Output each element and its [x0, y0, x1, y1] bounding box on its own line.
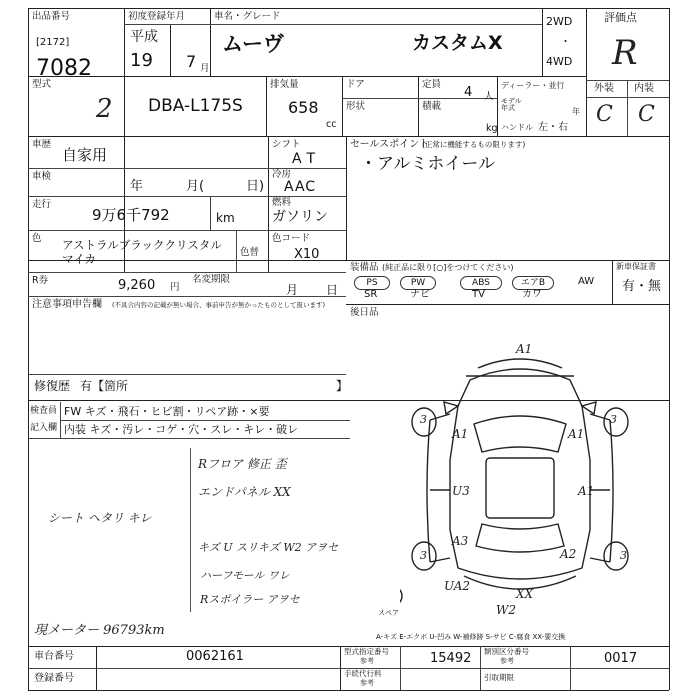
- score-value: R: [612, 33, 638, 73]
- equipment-navi: ナビ: [410, 289, 430, 300]
- sales-point-item: ・アルミホイール: [360, 154, 495, 174]
- lot-mark: 2: [96, 94, 113, 124]
- equipment-aw: AW: [578, 276, 595, 287]
- interior-label: 内装: [634, 83, 654, 94]
- damage-legend: A-キズ E-エクボ U-凹み W-補修跡 S-サビ C-腐食 XX-要交換: [376, 633, 566, 641]
- notes-label: 注意事項申告欄: [32, 299, 102, 310]
- mark-wheel-fr: 3: [610, 413, 617, 426]
- mark-wheel-fl: 3: [420, 413, 427, 426]
- mileage-unit: km: [216, 211, 235, 225]
- equipment-ps: PS: [354, 276, 390, 290]
- type-designation-sub: 参考: [360, 657, 374, 665]
- repair-bracket: 】: [336, 379, 349, 393]
- sales-points-label: セールスポイント: [350, 139, 430, 150]
- first-reg-month-unit: 月: [200, 63, 210, 74]
- load-unit: kg: [486, 123, 498, 134]
- interior-score: C: [638, 102, 655, 127]
- color-label: 色: [32, 233, 42, 244]
- category-sub: 参考: [500, 657, 514, 665]
- lot-code: [2172]: [36, 37, 70, 48]
- reg-deadline-day: 日: [326, 283, 339, 297]
- first-reg-label: 初度登録年月: [128, 11, 186, 22]
- recycle-value: 9,260: [118, 278, 156, 293]
- load-label: 積載: [422, 101, 442, 112]
- handle-value: 左・右: [538, 122, 568, 133]
- after-label: 後日品: [350, 307, 379, 318]
- equipment-tv: TV: [472, 289, 485, 300]
- capacity-label: 定員: [422, 79, 442, 90]
- fuel-label: 燃料: [272, 197, 292, 208]
- inspection-month: 月(: [186, 179, 205, 194]
- hand-note-5: Rスポイラー アヲセ: [200, 593, 300, 606]
- reg-deadline-month: 月: [286, 283, 299, 297]
- pickup-label: 引取期限: [484, 673, 514, 682]
- first-reg-month: 7: [186, 52, 197, 71]
- mark-rear-left-corner: UA2: [444, 579, 471, 593]
- color-change-label: 色替: [240, 247, 260, 258]
- mark-wheel-rr: 3: [620, 549, 627, 562]
- mark-rear-lower: W2: [496, 603, 516, 617]
- reg-deadline-label: 名変期限: [192, 274, 231, 285]
- model-year-unit: 年: [572, 107, 580, 116]
- mark-hood-right: A1: [568, 427, 585, 441]
- spare-label: スペア: [378, 609, 399, 617]
- mark-left-door: U3: [452, 484, 470, 498]
- registration-label: 登録番号: [34, 673, 74, 684]
- inspection-year: 年: [130, 179, 144, 194]
- model-value: DBA-L175S: [148, 96, 243, 116]
- warranty-label: 新車保証書: [616, 262, 656, 271]
- model-year-label: モデル 年式: [501, 97, 522, 112]
- inspector-label-2: 記入欄: [30, 423, 58, 433]
- equipment-sr: SR: [364, 289, 378, 300]
- procedure-label: 手続代行料: [344, 669, 382, 678]
- displacement-label: 排気量: [270, 79, 299, 90]
- mileage-label: 走行: [32, 199, 52, 210]
- hand-seat-note: シート ヘタリ キレ: [48, 511, 152, 525]
- aircon-label: 冷房: [272, 169, 292, 180]
- usage-value: 自家用: [62, 146, 108, 164]
- mark-wheel-rl: 3: [420, 549, 427, 562]
- score-label: 評価点: [604, 11, 637, 24]
- hand-bracket-line: [190, 448, 191, 612]
- repair-value: 有【箇所: [80, 379, 129, 393]
- handle-label: ハンドル: [501, 123, 533, 132]
- shift-label: シフト: [272, 139, 301, 150]
- color-code-value: X10: [294, 247, 320, 262]
- lot-label: 出品番号: [32, 11, 71, 22]
- car-label: 車名・グレード: [214, 11, 281, 22]
- mark-hood-left: A1: [452, 427, 469, 441]
- equipment-leather: カワ: [522, 289, 542, 300]
- first-reg-year: 19: [130, 50, 153, 71]
- color-value: アストラルブラッククリスタルマイカ: [62, 238, 222, 266]
- procedure-sub: 参考: [360, 679, 374, 687]
- lot-number: 7082: [36, 56, 92, 81]
- exterior-score: C: [596, 102, 613, 127]
- drive-dot: ・: [560, 35, 571, 48]
- inspector-line-2: 内装 キズ・汚レ・コゲ・穴・スレ・キレ・破レ: [64, 423, 299, 436]
- equipment-airbag: エアB: [512, 276, 554, 290]
- usage-label: 車歴: [32, 139, 52, 150]
- first-reg-era: 平成: [130, 29, 158, 45]
- type-designation-label: 型式指定番号: [344, 647, 389, 656]
- car-name: ムーヴ: [222, 32, 284, 56]
- drive-2wd: 2WD: [546, 15, 573, 28]
- recycle-label: R券: [32, 275, 49, 286]
- mark-right-rear: A2: [560, 547, 577, 561]
- equipment-sub: (純正品に限り[○]をつけてください): [382, 263, 514, 272]
- color-code-label: 色コード: [272, 233, 311, 244]
- doors-label: ドア: [346, 79, 365, 90]
- chassis-label: 車台番号: [34, 651, 74, 662]
- dealer-label: ディーラー・並行: [501, 81, 565, 90]
- capacity-value: 4: [464, 85, 473, 100]
- mark-right-door: A1: [578, 484, 595, 498]
- aircon-value: AAC: [284, 179, 317, 195]
- notes-sub: (不具合内容の記載が無い場合、事前申告が無かったものとして扱います): [112, 301, 326, 309]
- displacement-value: 658: [288, 98, 319, 117]
- recycle-unit: 円: [170, 282, 180, 293]
- hand-note-1: Rフロア 修正 歪: [198, 457, 287, 471]
- inspector-line-1: FW キズ・飛石・ヒビ割・リペア跡・×要: [64, 405, 270, 418]
- category-label: 類別区分番号: [484, 647, 529, 656]
- exterior-label: 外装: [594, 83, 614, 94]
- model-label: 型式: [32, 79, 52, 90]
- inspection-label: 車検: [32, 171, 52, 182]
- displacement-unit: cc: [326, 119, 337, 130]
- fuel-value: ガソリン: [272, 209, 328, 225]
- type-designation-value: 15492: [430, 651, 472, 666]
- hand-note-2: エンドパネル XX: [198, 485, 291, 499]
- shape-label: 形状: [346, 101, 366, 112]
- mark-left-rear: A3: [452, 534, 469, 548]
- drive-4wd: 4WD: [546, 55, 573, 68]
- capacity-unit: 人: [484, 91, 494, 102]
- mileage-value: 9万6千792: [92, 206, 170, 224]
- mark-rear-bumper: XX: [516, 587, 534, 601]
- mark-front: A1: [516, 342, 533, 356]
- inspector-label-1: 検査員: [30, 406, 58, 416]
- category-value: 0017: [604, 651, 638, 666]
- shift-value: AT: [292, 151, 322, 167]
- chassis-value: 0062161: [186, 649, 244, 664]
- car-grade: カスタムX: [412, 32, 503, 54]
- hand-note-3: キズ U スリキズ W2 アヲセ: [198, 541, 339, 554]
- repair-label: 修復歴: [34, 379, 71, 393]
- equipment-label: 装備品: [350, 262, 379, 273]
- equipment-pw: PW: [400, 276, 436, 290]
- inspection-day: 日): [246, 179, 265, 194]
- equipment-abs: ABS: [460, 276, 502, 290]
- warranty-value: 有・無: [622, 279, 662, 294]
- hand-note-4: ハーフモール ワレ: [200, 569, 290, 582]
- sales-points-sub: (正常に機能するもの限ります): [422, 140, 526, 149]
- hand-meter-note: 現メーター 96793km: [34, 623, 165, 638]
